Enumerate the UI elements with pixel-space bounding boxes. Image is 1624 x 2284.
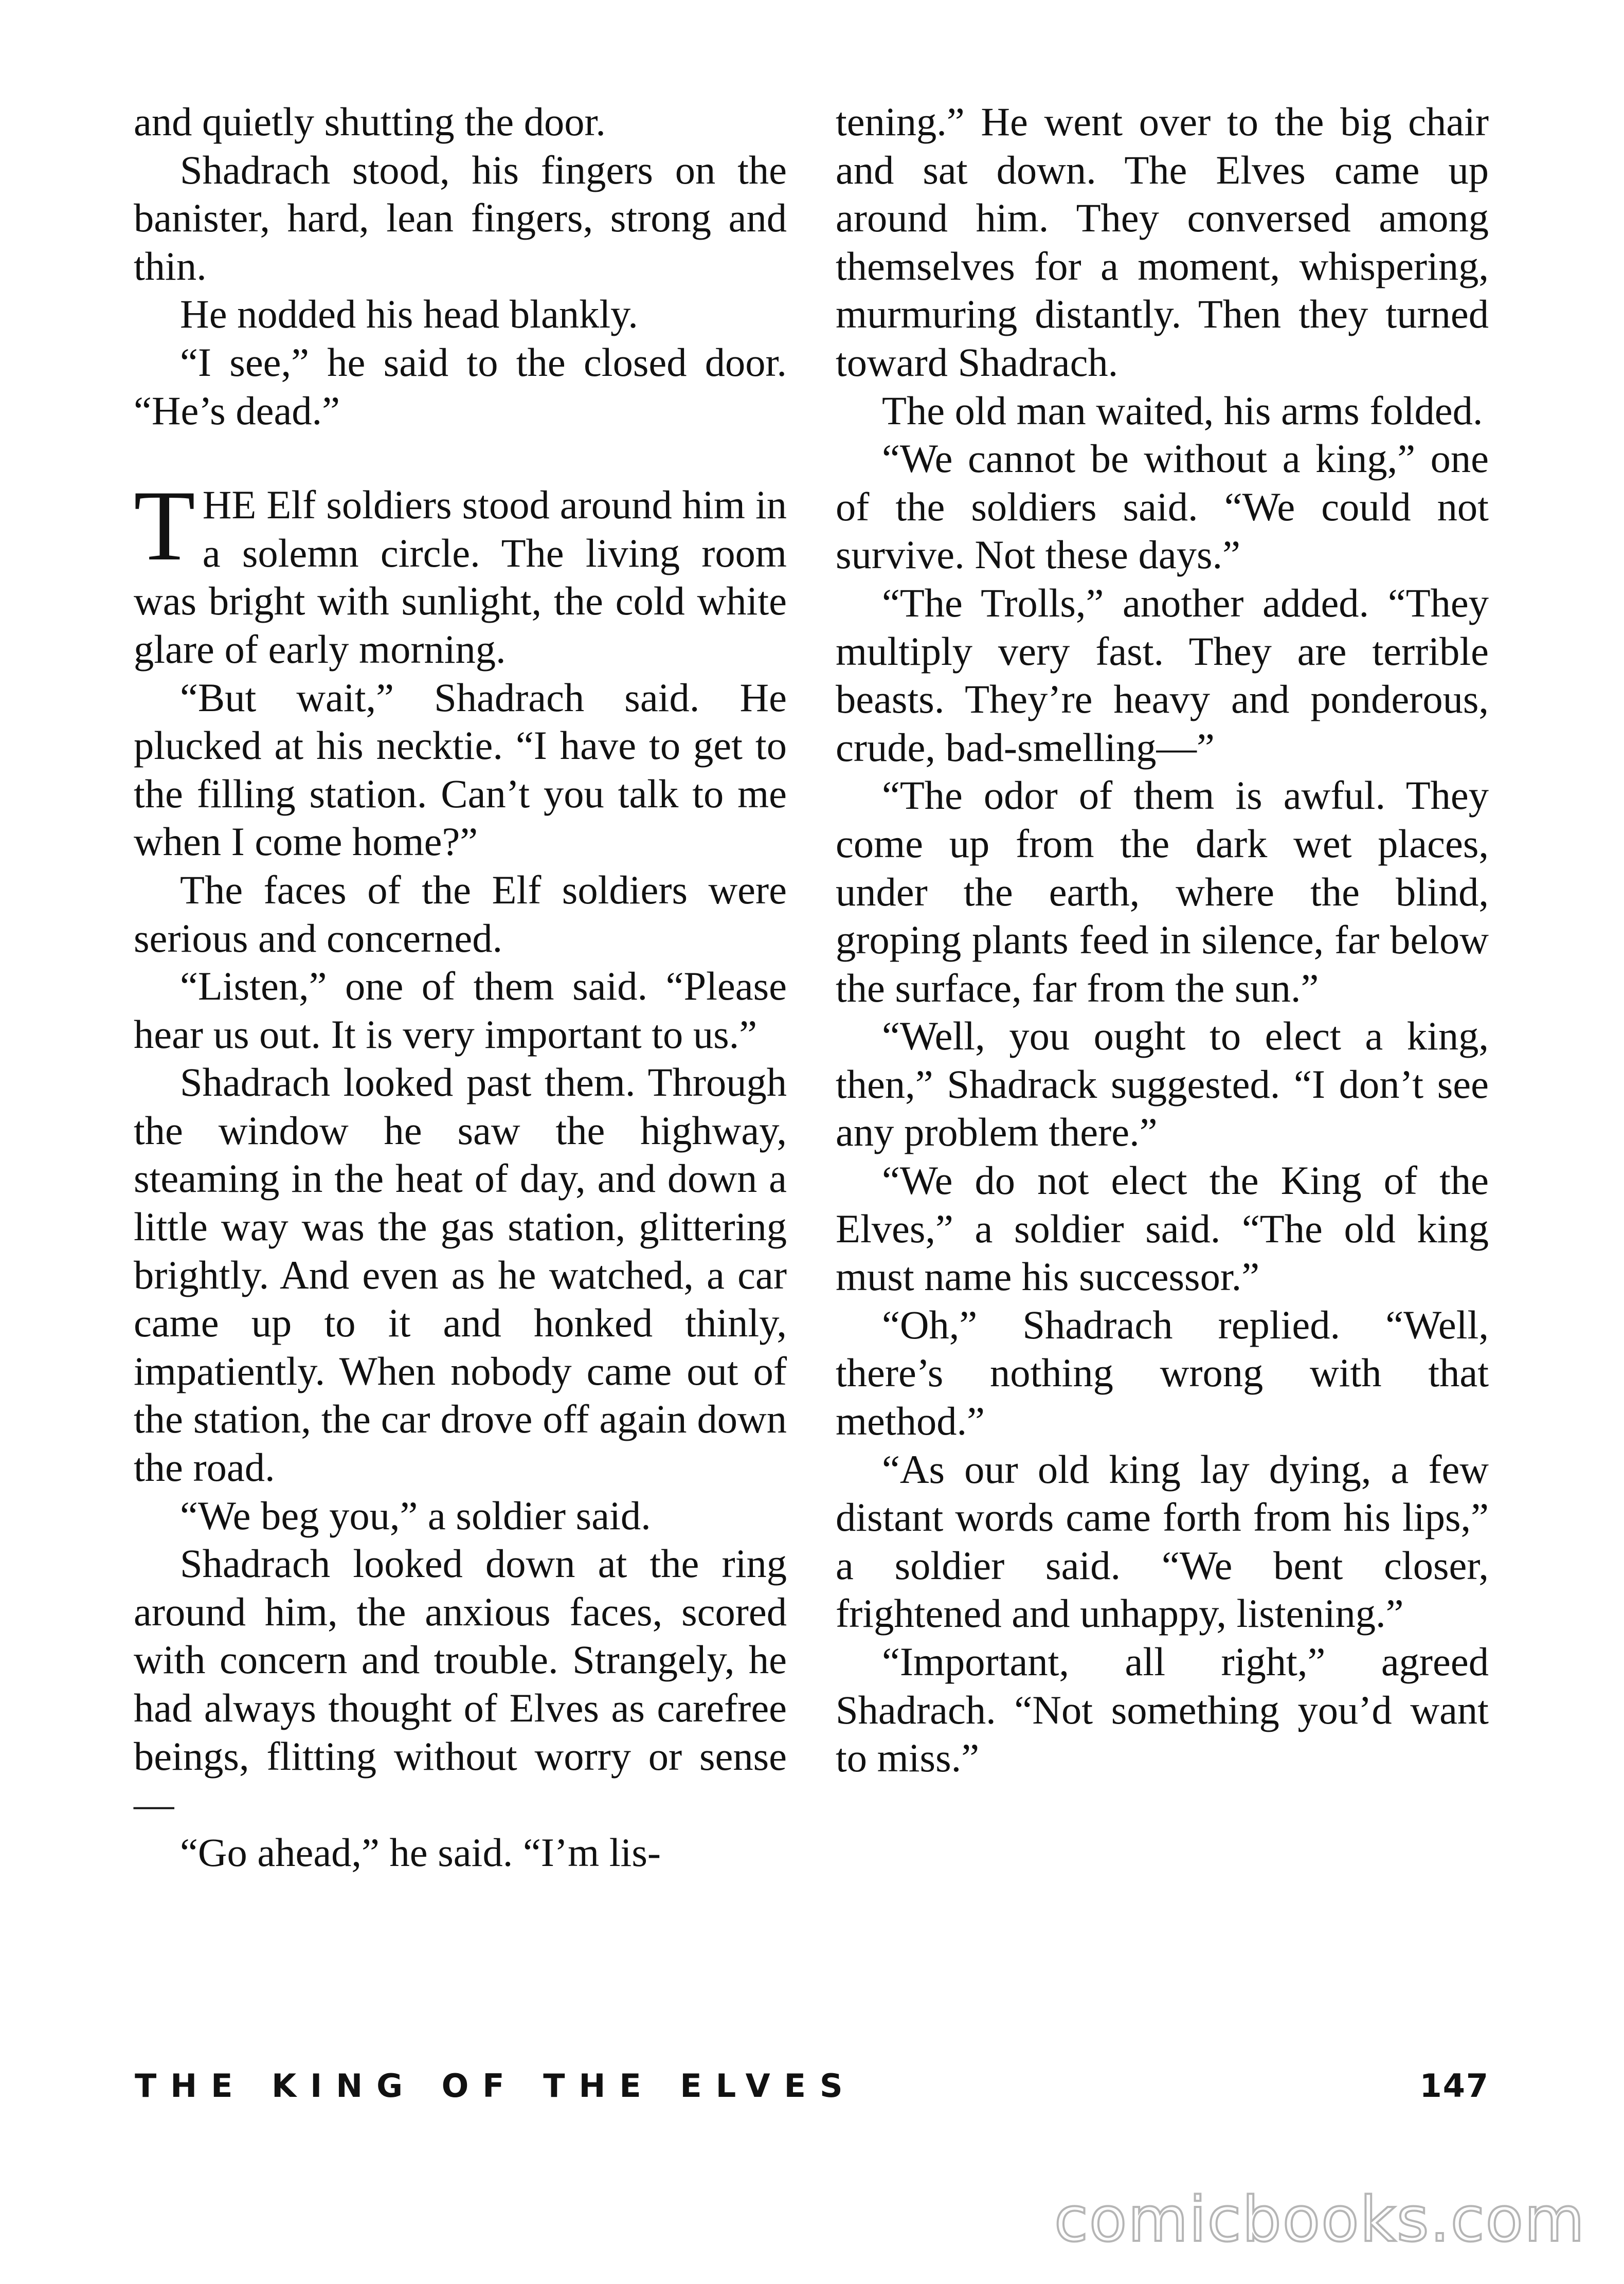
paragraph: The faces of the Elf soldiers were serious and concerned. [134, 867, 787, 960]
left-column [134, 98, 787, 1876]
paragraph: Shadrach looked down at the ring around him, the anxious faces, scored with concern and trouble. Strangely, he had always thought of Elves as carefree beings, flitting without worry or sense— [134, 1541, 787, 1827]
paragraph: “I see,” he said to the closed door. “He’s dead.” [134, 339, 787, 433]
paragraph: and quietly shutting the door. [134, 99, 606, 144]
page-number: 147 [1419, 2067, 1489, 2105]
paragraph: “We beg you,” a soldier said. [180, 1493, 651, 1538]
paragraph: “We do not elect the King of the Elves,” a soldier said. “The old king must name his successor.” [836, 1158, 1489, 1299]
paragraph: Shadrach stood, his fingers on the banister, hard, lean fingers, strong and thin. [134, 147, 787, 288]
paragraph: “The Trolls,” another added. “They multiply very fast. They are terrible beasts. They’re heavy and ponderous, crude, bad-smelling—” [836, 580, 1489, 770]
paragraph: The old man waited, his arms folded. [882, 388, 1483, 433]
paragraph: “As our old king lay dying, a few distant words came forth from his lips,” a soldier said. “We bent closer, frightened and unhappy, listening.” [836, 1446, 1489, 1636]
watermark: comicbooks.com [1054, 2184, 1585, 2256]
right-column [836, 98, 1489, 1782]
section-opening-paragraph [134, 470, 787, 673]
paragraph: “Go ahead,” he said. “I’m lis- [180, 1829, 661, 1875]
paragraph: “We cannot be without a king,” one of the soldiers said. “We could not survive. Not these days.” [836, 436, 1489, 577]
paragraph-continuation: tening.” He went over to the big chair and sat down. The Elves came up around him. They conversed among themselves for a moment, whispering, murmuring distantly. Then they turned toward Shadrach. [836, 99, 1489, 385]
paragraph: “Important, all right,” agreed Shadrach. “Not something you’d want to miss.” [836, 1639, 1489, 1781]
paragraph: “Well, you ought to elect a king, then,” Shadrack suggested. “I don’t see any problem there.” [836, 1013, 1489, 1155]
paragraph: “Listen,” one of them said. “Please hear us out. It is very important to us.” [134, 964, 787, 1057]
running-footer-title: THE KING OF THE ELVES [135, 2067, 857, 2105]
paragraph: “But wait,” Shadrach said. He plucked at his necktie. “I have to get to the filling station. Can’t you talk to me when I come home?” [134, 675, 787, 864]
section-opening-text: HE Elf soldiers stood around him in a solemn circle. The living room was bright with sunlight, the cold white glare of early morning. [134, 482, 787, 672]
drop-cap: T [134, 470, 195, 582]
paragraph: “Oh,” Shadrach replied. “Well, there’s nothing wrong with that method.” [836, 1302, 1489, 1444]
paragraph: “The odor of them is awful. They come up from the dark wet places, under the earth, where the blind, groping plants feed in silence, far below the surface, far from the sun.” [836, 773, 1489, 1010]
paragraph: Shadrach looked past them. Through the window he saw the highway, steaming in the heat of day, and down a little way was the gas station, glittering brightly. And even as he watched, a car came up to it and honked thinly, impatiently. When nobody came out of the station, the car drove off again down the road. [134, 1060, 787, 1490]
paragraph: He nodded his head blankly. [180, 292, 638, 337]
